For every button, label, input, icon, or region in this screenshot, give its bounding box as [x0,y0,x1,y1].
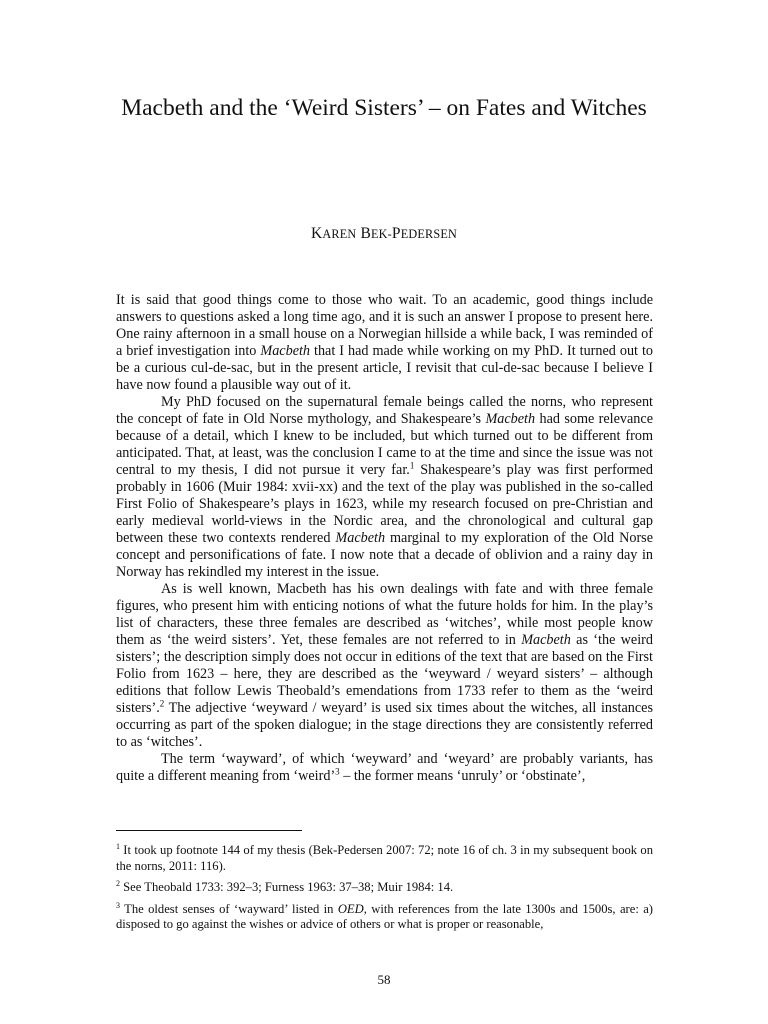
paragraph-2-text-b: had some relevance because of a detail, which I knew to be included, but which turned out to be different from anticipated. That, at least, was the conclusion I came to at the time and since the issue was not central to my thesis, I did not pursue it very far. [116,411,653,478]
footnote-1 [116,843,653,874]
footnote-ref-2[interactable]: 2 [159,698,165,709]
author-hyphen: - [387,227,392,241]
paragraph-1-italic: Macbeth [260,343,311,359]
footnote-3 [116,902,653,933]
paragraph-3 [116,581,653,751]
paragraph-3-text-b: as ‘the weird sisters’; the description simply does not occur in editions of the text that are based on the First Folio from 1623 – here, they are described as the ‘weyward / weyard sisters’ – although editions that follow Lewis Theobald’s emendations from 1733 refer to them as the ‘weird sisters’. [116,632,653,716]
page-number: 58 [377,972,391,987]
author-initial-p: P [391,225,401,242]
paragraph-2-italic-1: Macbeth [485,411,536,427]
paragraph-2-text-a: My PhD focused on the supernatural female beings called the norns, who represent the concept of fate in Old Norse mythology, and Shakespeare’s [116,394,653,427]
author-lastname-part1: EK [371,227,388,241]
paragraph-4 [116,751,653,785]
footnote-3-text-a: The oldest senses of ‘wayward’ listed in [120,901,338,916]
footnote-ref-3[interactable]: 3 [335,766,340,777]
paragraph-2-text-c: Shakespeare’s play was first performed probably in 1606 (Muir 1984: xvii-xx) and the text of the play was published in the so-called First Folio of Shakespeare’s plays in 1623, while my research focused on pre-Christian and early medieval world-views in the Nordic area, and the chronological and cultural gap between these two contexts rendered [116,462,653,546]
author-firstname-rest: AREN [322,227,357,241]
author-name [0,225,768,243]
footnote-2-number: 2 [116,878,120,888]
paragraph-3-text-c: The adjective ‘weyward / weyard’ is used six times about the witches, all instances occurring as part of the spoken dialogue; in the stage directions they are consistently referred to as ‘witches’. [116,700,653,750]
footnote-1-number: 1 [116,841,120,851]
paragraph-4-text-a: The term ‘wayward’, of which ‘weyward’ and ‘weyard’ are probably variants, has quite a different meaning from ‘weird’ [116,751,653,784]
paragraph-4-text-b: – the former means ‘unruly’ or ‘obstinate’, [339,768,586,784]
footnote-3-italic: OED [337,901,364,916]
paragraph-1-text-b: that I had made while working on my PhD. It turned out to be a curious cul-de-sac, but in the present article, I revisit that cul-de-sac because I believe I have now found a plausible way out of it. [116,343,653,393]
paragraph-1 [116,292,653,394]
footnote-ref-1[interactable]: 1 [409,460,415,471]
author-initial-k: K [310,225,323,242]
paragraph-2-italic-2: Macbeth [335,530,386,546]
author-initial-b: B [360,225,371,242]
paragraph-3-text-a: As is well known, Macbeth has his own dealings with fate and with three female figures, who present him with enticing notions of what the future holds for him. In the play’s list of characters, these three females are described as ‘witches’, while most people know them as ‘the weird sisters’. Yet, these females are not referred to in [116,581,653,648]
footnote-3-number: 3 [116,900,120,910]
footnote-3-text-b: , with references from the late 1300s and 1500s, are: a) disposed to go against the wishes or advice of others or what is proper or reasonable, [116,901,653,931]
footnote-separator [116,830,302,831]
footnote-1-text: It took up footnote 144 of my thesis (Bek-Pedersen 2007: 72; note 16 of ch. 3 in my subsequent book on the norns, 2011: 116). [116,843,653,873]
article-body [116,292,653,785]
footnotes [116,843,653,939]
paragraph-1-text-a: It is said that good things come to those who wait. To an academic, good things include answers to questions asked a long time ago, and it is such an answer I propose to present here. One rainy afternoon in a small house on a Norwegian hillside a while back, I was reminded of a brief investigation into [116,292,653,359]
paragraph-2-text-d: marginal to my exploration of the Old Norse concept and personifications of fate. I now note that a decade of oblivion and a rainy day in Norway has rekindled my interest in the issue. [116,530,653,580]
paragraph-2 [116,394,653,581]
footnote-2 [116,880,653,896]
footnote-2-text: See Theobald 1733: 392–3; Furness 1963: 37–38; Muir 1984: 14. [120,880,454,894]
author-lastname-part2: EDERSEN [400,227,457,241]
paragraph-3-italic: Macbeth [521,632,571,648]
article-title: Macbeth and the ‘Weird Sisters’ – on Fates and Witches [121,95,647,121]
